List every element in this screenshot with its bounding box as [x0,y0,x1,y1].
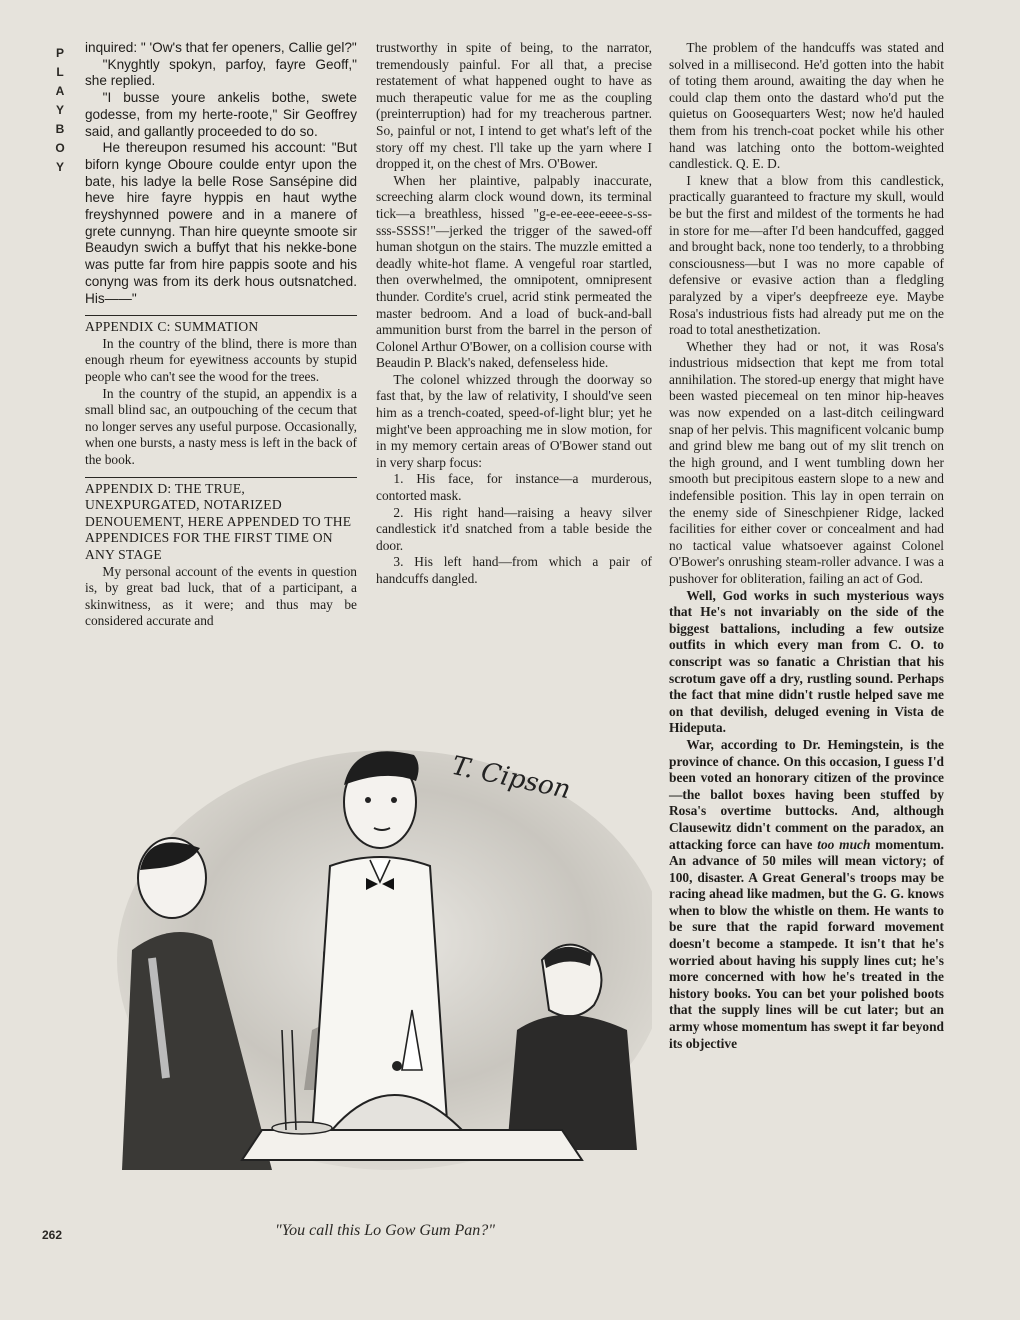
story-continuation [85,40,357,307]
text-span: momentum. An advance of 50 miles will mean victory; of 100, disaster. A Great General's troops may be racing ahead like madmen, but the G. G. knows when to blow the whistle on them. He wants to be sure that the rapid forward movement doesn't become a stampede. It isn't that he's worried about having his supply lines cut; he's more concerned with how he's treated in the history books. You can bet your polished boots that the supply lines will be cut later; but an army whose momentum has swept it far beyond its objective [669,836,944,1051]
running-head-letter: Y [55,103,64,117]
paragraph: In the country of the stupid, an appendix is a small blind sac, an outpouching of the cecum that no longer serves any useful purpose. Occasionally, when one bursts, a nasty mess is left in the back of the book. [85,385,357,467]
text-span: War, according to Dr. Hemingstein, is the province of chance. On this occasion, I guess I'd been voted an honorary citizen of the province—the ballot boxes having been stuffed by Rosa's overtime buttocks. And, although Clausewitz didn't comment on the paradox, an attacking force can have [669,736,944,852]
running-head-letter: Y [55,160,64,174]
paragraph: 3. His left hand—from which a pair of handcuffs dangled. [376,554,652,586]
appendix-c-heading: APPENDIX C: SUMMATION [85,315,357,336]
paragraph: He thereupon resumed his account: "But biforn kynge Oboure coulde entyr upon the bate, his ladye la belle Rose Sansépine did heve hire fayre hyppis en haut wythe freyshynned powere and in a manere of grete cunnyng. Than hire queynte smoote sir Beaudyn swich a buffyt that his nekke-bone was putte far from hire pappis soote and his conyng was from its derk hous outsnatched. His——" [85,140,357,306]
running-head-letter: L [56,65,64,79]
paragraph: inquired: " 'Ow's that fer openers, Callie gel?" [85,40,357,55]
column-2 [376,40,652,588]
paragraph: The colonel whizzed through the doorway so fast that, by the law of relativity, I should've seen him as a trench-coated, speed-of-light blur; yet he might've been approaching me in slow motion, for in my memory certain areas of O'Bower stand out in very sharp focus: [376,371,652,470]
paragraph: 2. His right hand—raising a heavy silver candlestick it'd snatched from a table beside the door. [376,504,652,553]
paragraph-war [669,737,944,1052]
paragraph: trustworthy in spite of being, to the narrator, tremendously painful. For all that, a precise restatement of what happened ought to have as much therapeutic value for me as the coupling (preinterruption) had for my treacherous partner. So, painful or not, I intend to get what's left of the story off my chest. I'll take up the yarn where I dropped it, on the chest of Mrs. O'Bower. [376,40,652,172]
page-number: 262 [42,1228,63,1242]
paragraph: 1. His face, for instance—a murderous, contorted mask. [376,471,652,504]
paragraph: Well, God works in such mysterious ways that He's not invariably on the side of the biggest battalions, including a few outsize outfits in which every man from C. O. to conscript was so fanatic a Christian that his scrotum gave off a dry, rustling sound. Perhaps the fact that mine didn't rustle helped save me on that devilish, deluged evening in Vista de Hideputa. [669,587,944,736]
paragraph: When her plaintive, palpably inaccurate, screeching alarm clock wound down, its terminal tick—a breathless, hissed "g-e-ee-eee-eeee-s-ss-sss-SSSS!"—jerked the trigger of the sawed-off human shotgun on the stairs. The muzzle emitted a deadly white-hot flame. A vengeful roar startled, then overwhelmed, the omnipotent, omnipresent thunder. Cordite's cruel, acrid stink permeated the master bedroom. And a load of buck-and-ball ammunition burst from the barrel in the person of Colonel Arthur O'Bower, on a collision course with Beaudin P. Black's naked, defenseless hide. [376,172,652,371]
paragraph: I knew that a blow from this candlestick, practically guaranteed to fracture my skull, would be but the first and mildest of the torments he had in store for me—after I'd been handcuffed, gagged and brought back, none too tenderly, to a throbbing consciousness—but I was no more capable of defensive or evasive action than a fledgling paralyzed by a viper's deepfreeze eye. Maybe Rosa's industrious fists had already put me on the road to total anesthetization. [669,172,944,338]
column-1 [85,40,357,630]
cartoon-caption: "You call this Lo Gow Gum Pan?" [275,1222,495,1239]
paragraph: The problem of the handcuffs was stated and solved in a millisecond. He'd gotten into the habit of toting them around, awaiting the day when he could clap them onto the dastard who'd put the quietus on Goosequarters West; now he'd hauled them from his trench-coat pocket while his other hand was latching onto the bottom-weighted candlestick. Q. E. D. [669,40,944,172]
paragraph: In the country of the blind, there is more than enough rheum for eyewitness accounts by stupid people who can't see the wood for the trees. [85,335,357,385]
appendix-d-heading: APPENDIX D: THE TRUE, UNEXPURGATED, NOTARIZED DENOUEMENT, HERE APPENDED TO THE APPENDICES FOR THE FIRST TIME ON ANY STAGE [85,477,357,564]
running-head-letters [52,44,68,177]
paragraph: "Knyghtly spokyn, parfoy, fayre Geoff," she replied. [85,56,357,89]
emphasis-span: too much [817,836,871,852]
running-head-letter: A [55,84,65,98]
paragraph: Whether they had or not, it was Rosa's industrious midsection that kept me from total annihilation. The stored-up energy that might have been wasted piecemeal on ten minor hip-heaves was now expended on a last-ditch ceilingward snap of her pelvis. This magnificent volcanic bump and grind blew me bang out of my slit trench on the high ground, and I went tumbling down her smooth but precipitous eastern slope to a new and indefensible position. This lay in open terrain on the enemy side of Sineschpiener Ridge, lacked facilities for either cover or concealment and had no tactical value whatsoever against Colonel O'Bower's onrushing steam-roller advance. I was a pushover for obliteration, failing an act of God. [669,338,944,586]
running-head-letter: P [55,46,64,60]
paragraph: My personal account of the events in question is, by great bad luck, that of a participant, a skinwitness, as it were; and thus may be considered accurate and [85,563,357,629]
column-3 [669,40,944,1052]
running-head-letter: B [55,122,65,136]
running-head-letter: O [55,141,65,155]
cartoon-illustration [112,730,652,1220]
paragraph: "I busse youre ankelis bothe, swete godesse, from my herte-roote," Sir Geoffrey said, and gallantly proceeded to do so. [85,90,357,139]
cartoonist-signature: T. Cipson [448,750,574,806]
running-head [52,44,68,177]
